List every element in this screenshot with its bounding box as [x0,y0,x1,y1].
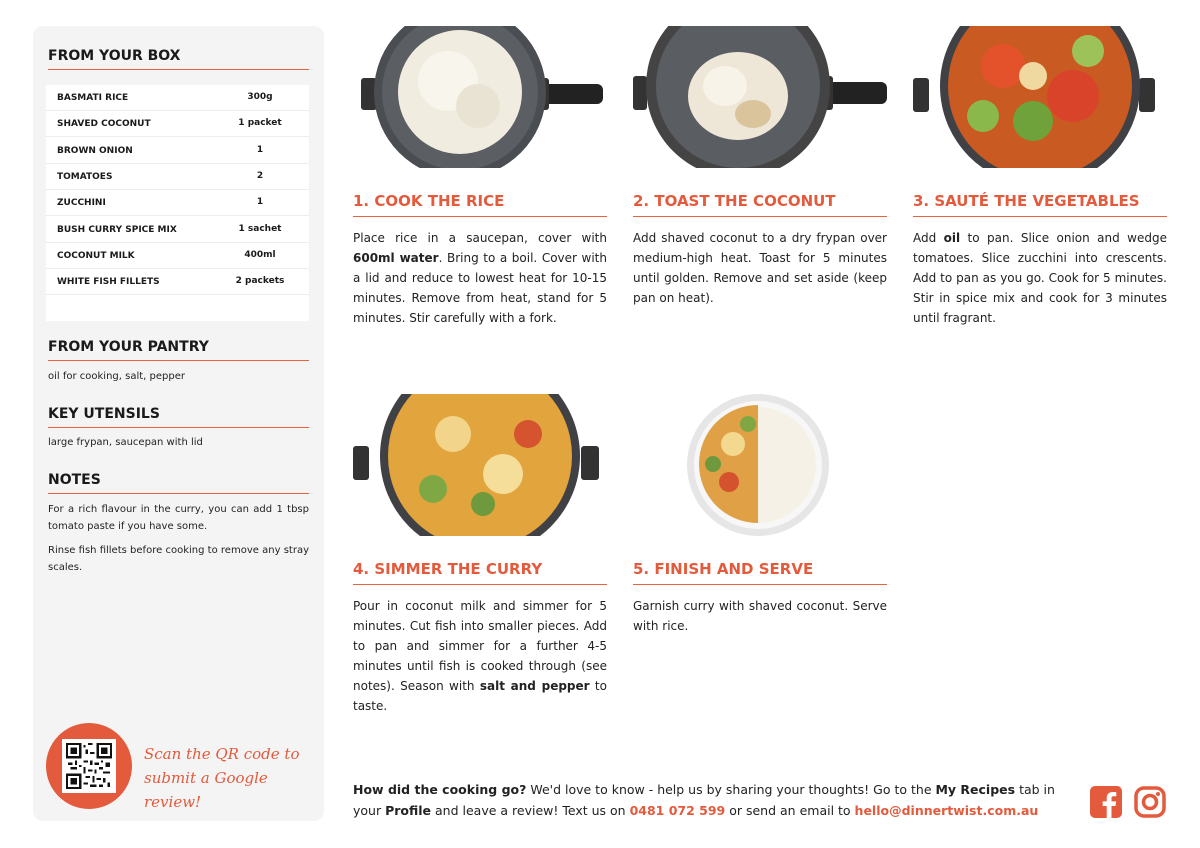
from-your-box-heading: FROM YOUR BOX [48,48,309,70]
step-4-image [353,394,607,536]
step-5-title: 5. FINISH AND SERVE [633,560,887,585]
ingredient-name: BROWN ONION [57,145,133,156]
ingredient-row [46,243,309,269]
ingredient-quantity: 1 sachet [238,223,282,234]
ingredient-row [46,164,309,190]
ingredient-row [46,269,309,295]
ingredient-row [46,111,309,137]
step-text: Place rice in a saucepan, cover with [353,231,607,245]
qr-caption-line-2: submit a Google review! [144,769,268,811]
step-1-image [353,26,607,168]
step-1-title: 1. COOK THE RICE [353,192,607,217]
ingredient-name: BASMATI RICE [57,93,129,103]
ingredient-quantity: 1 packet [238,118,282,129]
step-text: Pour in coconut milk and simmer for 5 minutes. Cut fish into smaller pieces. Add to pan and simmer for a further 4-5 minutes until fish is cooked through (see notes). Season with [353,599,607,693]
step-emphasis: salt and pepper [479,679,590,693]
ingredient-name: TOMATOES [57,171,113,182]
step-4-body [353,596,607,716]
notes-heading: NOTES [48,472,309,494]
ingredient-row [46,190,309,216]
ingredient-name: COCONUT MILK [57,250,135,261]
ingredient-row [46,217,309,243]
step-5-image [633,394,887,536]
utensils-heading: KEY UTENSILS [48,406,309,428]
step-emphasis: 600ml water [353,251,439,265]
step-text: Add [913,231,944,245]
step-2-title: 2. TOAST THE COCONUT [633,192,887,217]
ingredient-quantity: 300g [247,92,273,102]
step-3-image [913,26,1167,168]
step-3-body [913,228,1167,328]
footer-text-segment: and leave a review! Text us on [431,803,630,818]
step-text: to taste. [353,679,607,713]
qr-caption [144,742,314,814]
note-2: Rinse fish fillets before cooking to remove any stray scales. [48,545,309,573]
footer-text-segment: Profile [385,803,432,818]
ingredient-quantity: 2 packets [235,276,285,287]
footer-text-segment: How did the cooking go? [353,782,527,797]
footer-text-segment: tab in your [353,782,1055,818]
qr-badge[interactable] [46,723,132,809]
ingredient-name: ZUCCHINI [57,198,106,209]
footer-text-segment: or send an email to [725,803,855,818]
phone-link[interactable]: 0481 072 599 [629,803,726,818]
step-1-body [353,228,607,328]
ingredients-sidebar [33,26,324,821]
step-emphasis: oil [943,231,961,245]
step-3-title: 3. SAUTÉ THE VEGETABLES [913,192,1167,217]
step-text: Add shaved coconut to a dry frypan over medium-high heat. Toast for 5 minutes until golden. Remove and set aside (keep pan on heat). [633,231,887,305]
feedback-footer [353,779,1073,821]
ingredient-name: WHITE FISH FILLETS [57,277,160,288]
step-4-title: 4. SIMMER THE CURRY [353,560,607,585]
footer-text-segment: We'd love to know - help us by sharing your thoughts! Go to the [526,782,936,797]
ingredient-quantity: 1 [256,197,264,208]
pantry-heading: FROM YOUR PANTRY [48,339,309,361]
step-text: Garnish curry with shaved coconut. Serve with rice. [633,599,887,633]
ingredient-quantity: 400ml [244,249,276,260]
ingredient-quantity: 1 [256,144,264,155]
note-1: For a rich flavour in the curry, you can add 1 tbsp tomato paste if you have some. [48,504,309,532]
footer-text-segment: My Recipes [935,782,1016,797]
facebook-icon[interactable] [1090,786,1122,818]
qr-code-icon[interactable] [62,739,116,793]
ingredient-name: SHAVED COCONUT [57,119,151,130]
ingredient-quantity: 2 [256,170,264,181]
ingredients-table [46,85,309,321]
step-text: . Bring to a boil. Cover with a lid and reduce to lowest heat for 10-15 minutes. Remove from heat, stand for 5 minutes. Stir carefully with a fork. [353,251,607,325]
step-2-body [633,228,887,308]
instagram-icon[interactable] [1134,786,1166,818]
utensils-text: large frypan, saucepan with lid [48,437,203,448]
ingredient-row [46,85,309,111]
step-text: to pan. Slice onion and wedge tomatoes. Slice zucchini into crescents. Add to pan as you go. Cook for 5 minutes. Stir in spice mix and cook for 3 minutes until fragrant. [913,231,1167,325]
email-link[interactable]: hello@dinnertwist.com.au [854,803,1039,818]
ingredient-row [46,138,309,164]
ingredient-name: BUSH CURRY SPICE MIX [57,224,177,235]
qr-caption-line-1: Scan the QR code to [144,745,300,763]
step-5-body [633,596,887,636]
step-2-image [633,26,887,168]
pantry-text: oil for cooking, salt, pepper [48,371,185,382]
